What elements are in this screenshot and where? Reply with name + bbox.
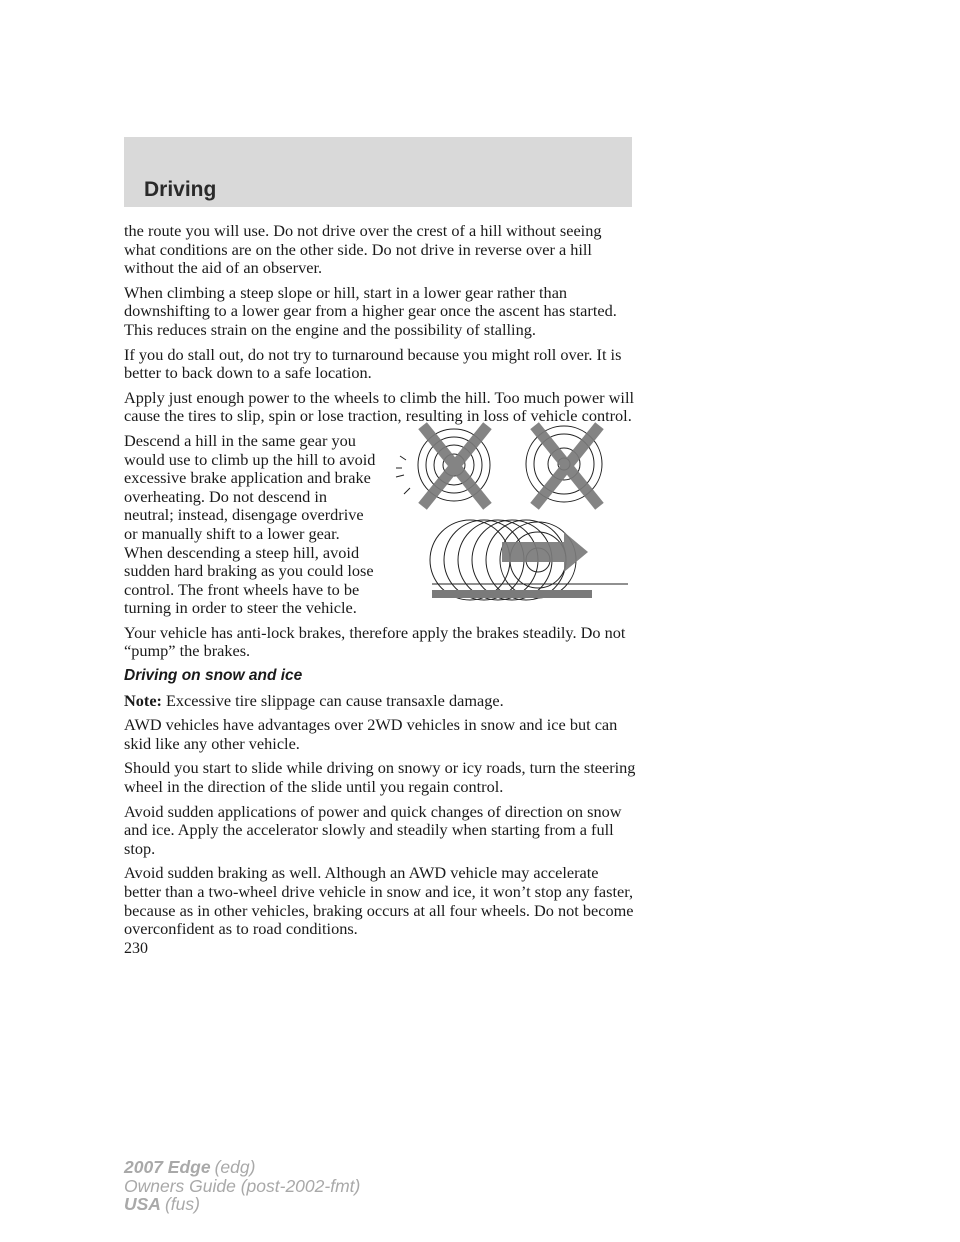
footer-model-code: (edg) (214, 1157, 256, 1177)
footer-market-code: (fus) (164, 1194, 200, 1214)
footer-model: 2007 Edge (124, 1157, 211, 1177)
footer-line-1 (124, 1158, 360, 1177)
paragraph: the route you will use. Do not drive over the crest of a hill without seeing what conditions are on the other side. Do not drive in reverse over a hill without the aid of an observer. (124, 221, 602, 278)
footer-market: USA (124, 1194, 161, 1214)
note-paragraph (124, 692, 636, 711)
note-text: Excessive tire slippage can cause transaxle damage. (165, 690, 504, 710)
snow-ice-heading: Driving on snow and ice (124, 667, 303, 685)
paragraph: Apply just enough power to the wheels to climb the hill. Too much power will cause the tires to slip, spin or lose traction, resulting in loss of vehicle control. (124, 387, 634, 426)
paragraph: Your vehicle has anti-lock brakes, therefore apply the brakes steadily. Do not “pump” the brakes. (124, 622, 626, 661)
page-number: 230 (124, 940, 148, 957)
section-header-band (124, 137, 632, 207)
tire-traction-icon (392, 420, 632, 610)
paragraph: Should you start to slide while driving on snowy or icy roads, turn the steering wheel in the direction of the slide until you regain control. (124, 758, 636, 797)
paragraph: Avoid sudden braking as well. Although an AWD vehicle may accelerate better than a two-wheel drive vehicle in snow and ice, it won’t stop any faster, because as in other vehicles, braking occurs at all four wheels. Do not become overconfident as to road conditions. (124, 863, 634, 939)
paragraph-descend-hill: Descend a hill in the same gear you would use to climb up the hill to avoid excessive brake application and brake overheating. Do not descend in neutral; instead, disengage overdrive or manually shift to a lower gear. When descending a steep hill, avoid sudden hard braking as you could lose control. The front wheels have to be turning in order to steer the vehicle. (124, 430, 376, 618)
footer (124, 1158, 360, 1214)
tire-traction-illustration (392, 420, 632, 610)
footer-line-3 (124, 1195, 360, 1214)
note-label: Note: (124, 690, 162, 710)
paragraph: When climbing a steep slope or hill, start in a lower gear rather than downshifting to a lower gear from a higher gear once the ascent has started. This reduces strain on the engine and the possibility of stalling. (124, 282, 617, 339)
paragraph: AWD vehicles have advantages over 2WD vehicles in snow and ice but can skid like any other vehicle. (124, 715, 618, 753)
footer-line-2: Owners Guide (post-2002-fmt) (124, 1175, 361, 1196)
paragraph: Avoid sudden applications of power and quick changes of direction on snow and ice. Apply the accelerator slowly and steadily when starting from a full stop. (124, 801, 622, 858)
section-title: Driving (144, 178, 217, 201)
paragraph: If you do stall out, do not try to turnaround because you might roll over. It is better to back down to a safe location. (124, 344, 622, 383)
